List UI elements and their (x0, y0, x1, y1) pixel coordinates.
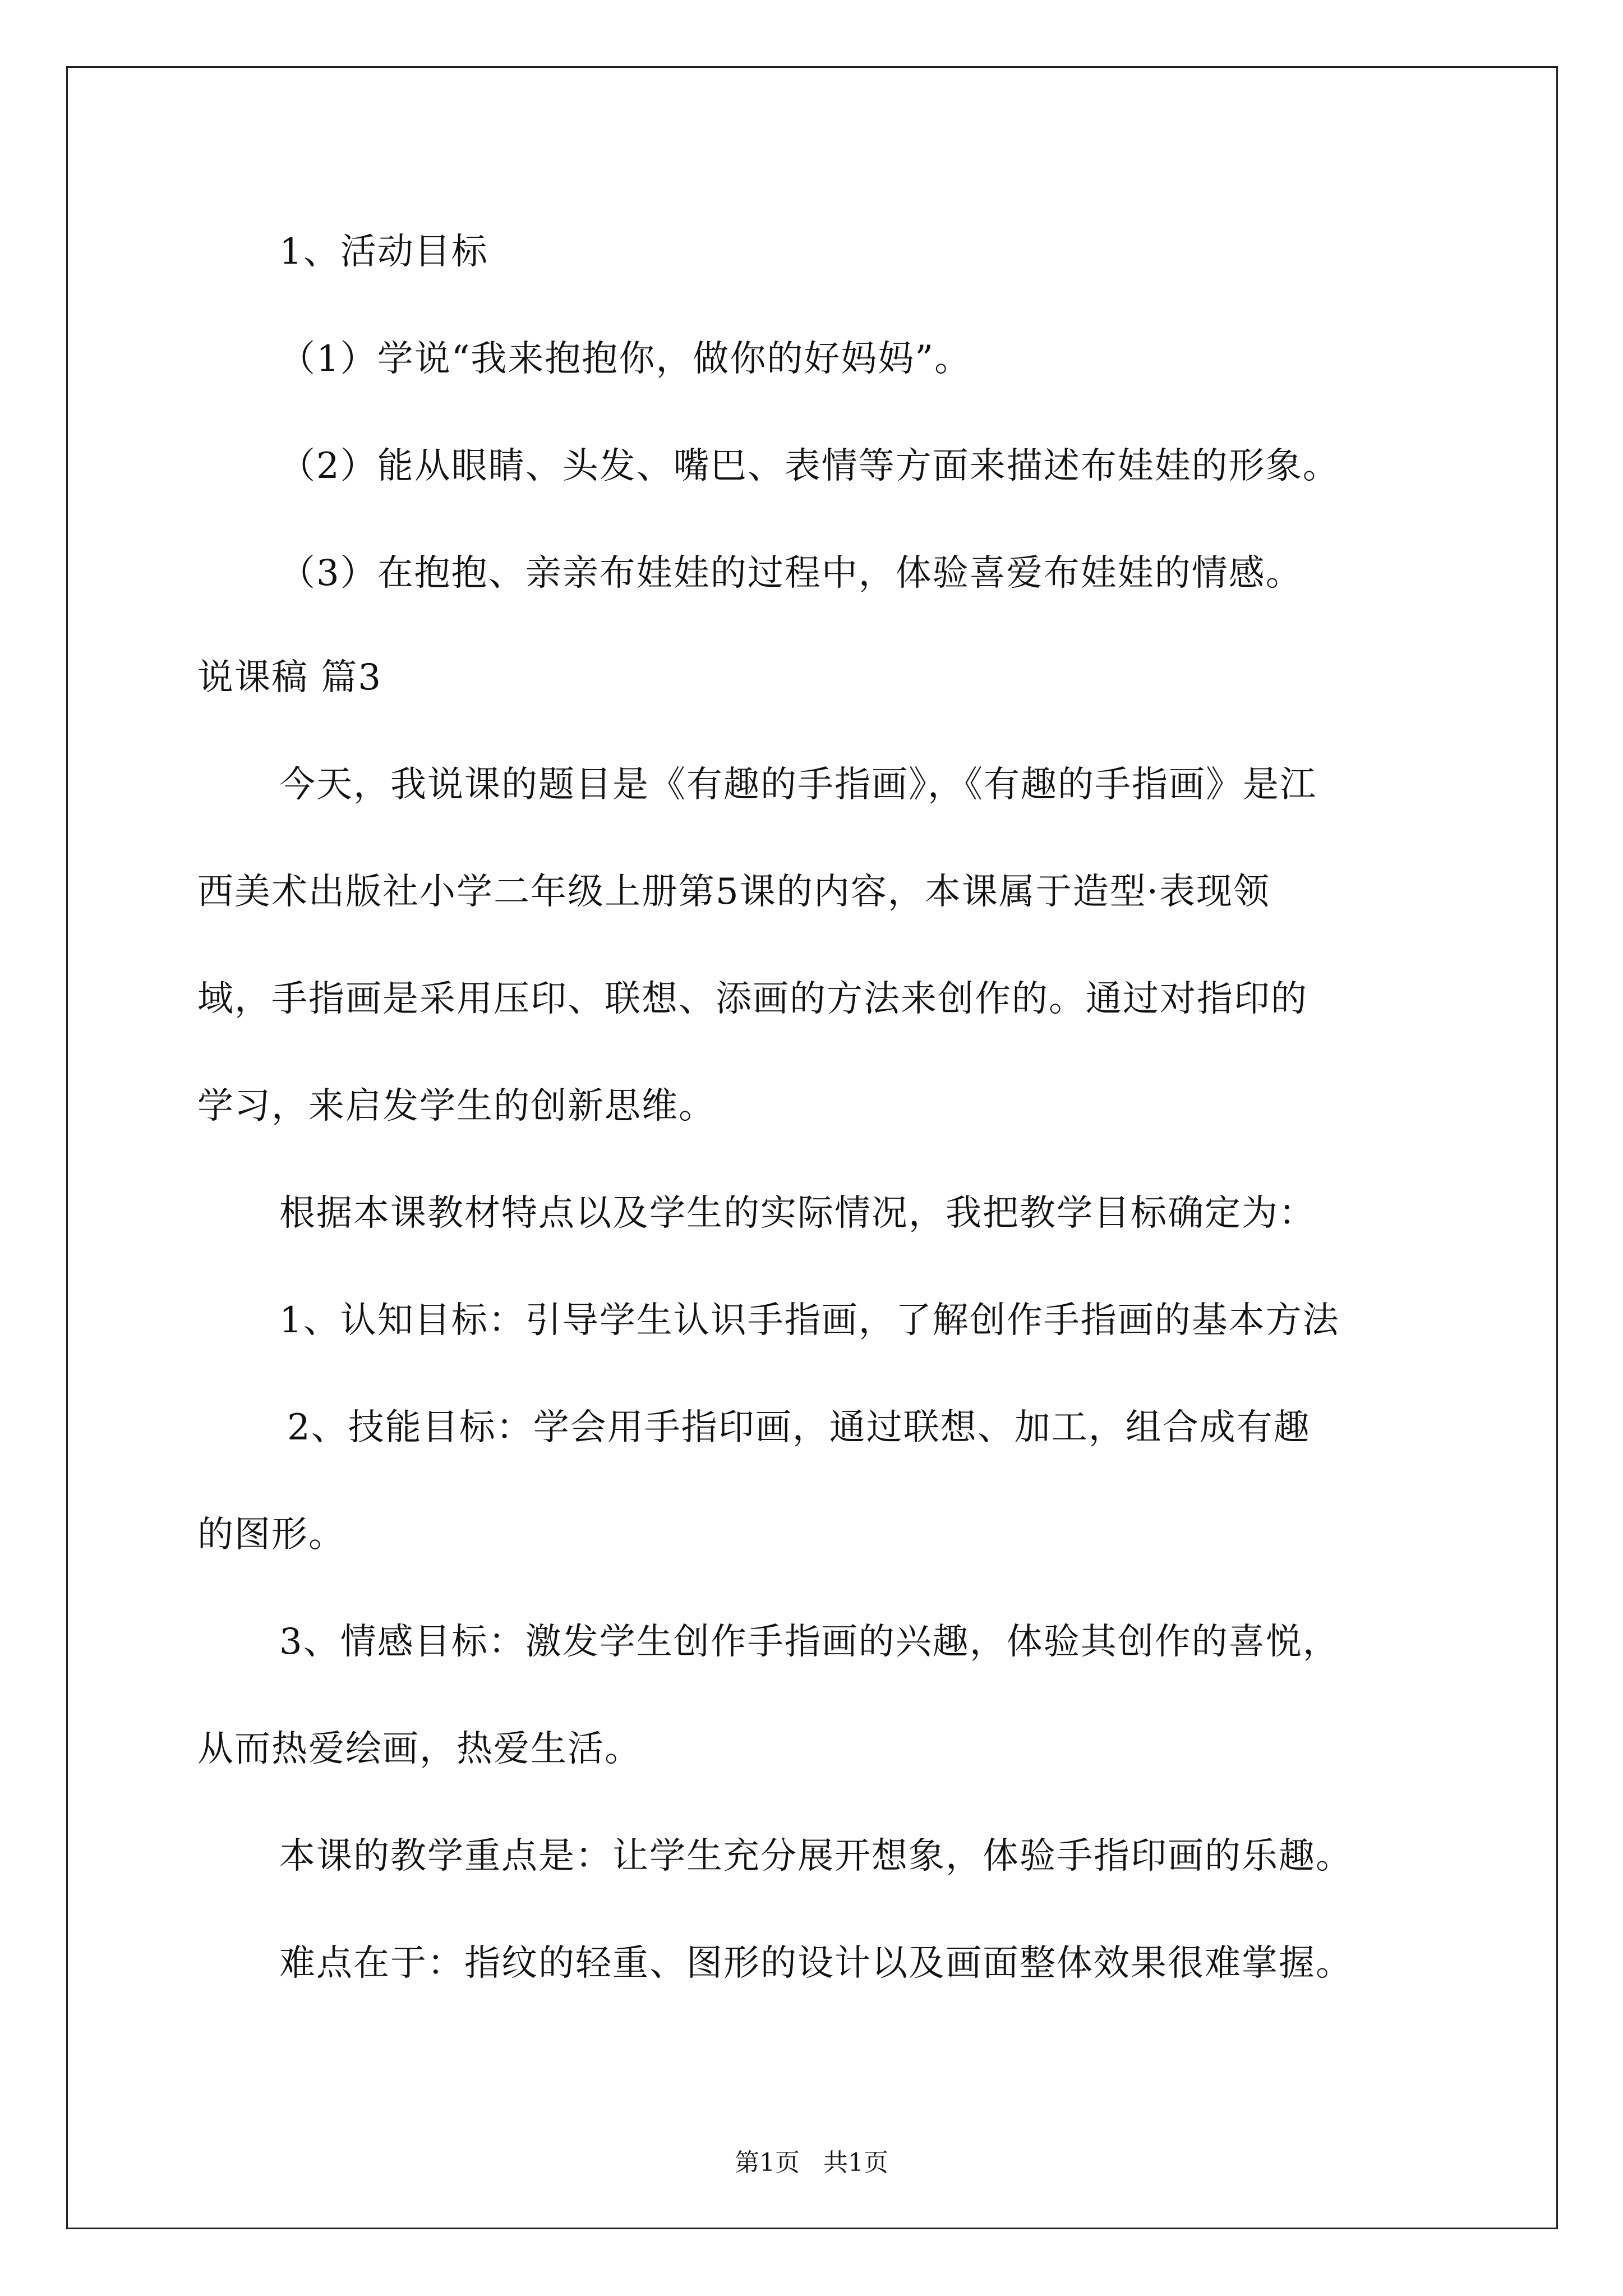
text-line: （1）学说“我来抱抱你，做你的好妈妈”。 (279, 338, 972, 380)
page-border (66, 66, 1558, 2229)
section-heading: 说课稿 篇3 (197, 657, 382, 698)
page-number-footer: 第1页 共1页 (735, 2148, 888, 2177)
text-line: （3）在抱抱、亲亲布娃娃的过程中，体验喜爱布娃娃的情感。 (279, 553, 1303, 594)
text-line: 1、活动目标 (279, 231, 488, 273)
text-line: 学习，来启发学生的创新思维。 (197, 1085, 716, 1127)
text-line: （2）能从眼睛、头发、嘴巴、表情等方面来描述布娃娃的形象。 (279, 445, 1340, 487)
text-line: 域，手指画是采用压印、联想、添画的方法来创作的。通过对指印的 (197, 978, 1308, 1020)
text-line: 根据本课教材特点以及学生的实际情况，我把教学目标确定为： (279, 1193, 1316, 1234)
text-line: 的图形。 (197, 1514, 345, 1556)
text-line: 3、情感目标：激发学生创作手指画的兴趣，体验其创作的喜悦， (279, 1621, 1340, 1663)
text-line: 今天，我说课的题目是《有趣的手指画》，《有趣的手指画》是江 (279, 764, 1317, 806)
text-line: 从而热爱绘画，热爱生活。 (197, 1728, 642, 1770)
text-line: 2、技能目标：学会用手指印画，通过联想、加工，组合成有趣 (287, 1407, 1311, 1448)
text-line: 难点在于：指纹的轻重、图形的设计以及画面整体效果很难掌握。 (279, 1943, 1353, 1984)
text-line: 西美术出版社小学二年级上册第5课的内容，本课属于造型·表现领 (197, 871, 1271, 913)
text-line: 本课的教学重点是：让学生充分展开想象，体验手指印画的乐趣。 (279, 1835, 1353, 1877)
text-line: 1、认知目标：引导学生认识手指画，了解创作手指画的基本方法 (279, 1300, 1340, 1341)
